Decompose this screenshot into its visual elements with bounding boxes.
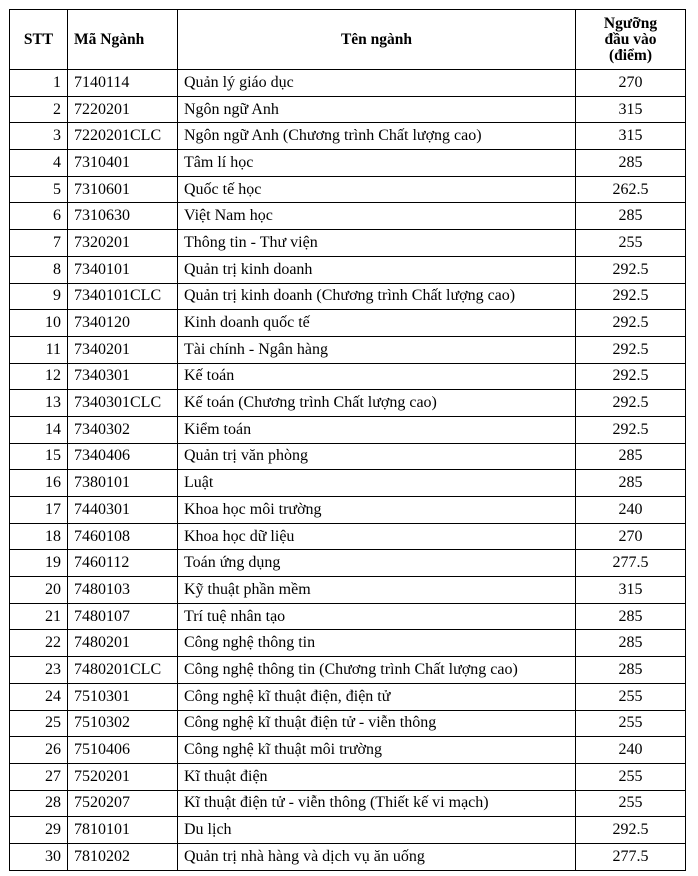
cell-ma-nganh: 7340101CLC	[68, 283, 178, 310]
cell-nguong: 262.5	[576, 176, 686, 203]
cell-nguong: 285	[576, 443, 686, 470]
cell-nguong: 277.5	[576, 843, 686, 870]
header-nguong-line1: Ngưỡng	[603, 14, 658, 32]
cell-ten-nganh: Công nghệ kĩ thuật điện, điện tử	[178, 683, 576, 710]
cell-ten-nganh: Kế toán (Chương trình Chất lượng cao)	[178, 390, 576, 417]
cell-stt: 12	[10, 363, 68, 390]
cell-ten-nganh: Kế toán	[178, 363, 576, 390]
cell-ma-nganh: 7440301	[68, 497, 178, 524]
cell-ma-nganh: 7480201	[68, 630, 178, 657]
cell-stt: 9	[10, 283, 68, 310]
cell-stt: 14	[10, 416, 68, 443]
cell-stt: 6	[10, 203, 68, 230]
cell-nguong: 285	[576, 657, 686, 684]
table-row	[10, 416, 686, 443]
cell-ma-nganh: 7480107	[68, 603, 178, 630]
cell-ma-nganh: 7340406	[68, 443, 178, 470]
cell-stt: 3	[10, 123, 68, 150]
cell-ten-nganh: Quản trị kinh doanh	[178, 256, 576, 283]
cell-nguong: 292.5	[576, 363, 686, 390]
cell-ten-nganh: Toán ứng dụng	[178, 550, 576, 577]
table-body	[10, 70, 686, 871]
cell-ten-nganh: Khoa học môi trường	[178, 497, 576, 524]
cell-ma-nganh: 7520201	[68, 763, 178, 790]
cell-nguong: 255	[576, 230, 686, 257]
cell-nguong: 292.5	[576, 416, 686, 443]
header-nguong-dau-vao	[576, 10, 686, 70]
cell-ten-nganh: Quốc tế học	[178, 176, 576, 203]
cell-stt: 5	[10, 176, 68, 203]
cell-ten-nganh: Ngôn ngữ Anh	[178, 96, 576, 123]
cell-ma-nganh: 7140114	[68, 70, 178, 97]
cell-stt: 11	[10, 336, 68, 363]
table-row	[10, 737, 686, 764]
cell-stt: 8	[10, 256, 68, 283]
cell-ten-nganh: Quản trị văn phòng	[178, 443, 576, 470]
cell-ma-nganh: 7310601	[68, 176, 178, 203]
cell-nguong: 292.5	[576, 283, 686, 310]
cell-ma-nganh: 7310630	[68, 203, 178, 230]
cell-ten-nganh: Kiểm toán	[178, 416, 576, 443]
cell-ten-nganh: Khoa học dữ liệu	[178, 523, 576, 550]
cell-ten-nganh: Kĩ thuật điện tử - viễn thông (Thiết kế vi mạch)	[178, 790, 576, 817]
cell-nguong: 240	[576, 737, 686, 764]
cell-ma-nganh: 7510406	[68, 737, 178, 764]
cell-nguong: 292.5	[576, 256, 686, 283]
cell-ten-nganh: Tâm lí học	[178, 150, 576, 177]
header-nguong-line2: đầu vào	[604, 30, 657, 48]
cell-stt: 16	[10, 470, 68, 497]
cell-ma-nganh: 7340301CLC	[68, 390, 178, 417]
cell-nguong: 285	[576, 150, 686, 177]
cell-ten-nganh: Kinh doanh quốc tế	[178, 310, 576, 337]
cell-ma-nganh: 7340120	[68, 310, 178, 337]
table-row	[10, 390, 686, 417]
header-stt: STT	[10, 10, 68, 70]
cell-nguong: 285	[576, 470, 686, 497]
cell-stt: 23	[10, 657, 68, 684]
cell-ten-nganh: Quản trị kinh doanh (Chương trình Chất lượng cao)	[178, 283, 576, 310]
cell-ma-nganh: 7460112	[68, 550, 178, 577]
cell-nguong: 255	[576, 763, 686, 790]
table-row	[10, 70, 686, 97]
cell-stt: 30	[10, 843, 68, 870]
cell-ma-nganh: 7480201CLC	[68, 657, 178, 684]
table-row	[10, 603, 686, 630]
cell-stt: 13	[10, 390, 68, 417]
cell-ma-nganh: 7340302	[68, 416, 178, 443]
cell-stt: 26	[10, 737, 68, 764]
cell-ten-nganh: Trí tuệ nhân tạo	[178, 603, 576, 630]
header-ma-nganh: Mã Ngành	[68, 10, 178, 70]
cell-stt: 29	[10, 817, 68, 844]
table-row	[10, 683, 686, 710]
table-row	[10, 256, 686, 283]
cell-stt: 20	[10, 577, 68, 604]
table-row	[10, 550, 686, 577]
cell-stt: 7	[10, 230, 68, 257]
header-nguong-line3: (điểm)	[608, 46, 653, 64]
cell-nguong: 315	[576, 577, 686, 604]
table-row	[10, 790, 686, 817]
table-row	[10, 470, 686, 497]
cell-ten-nganh: Quản trị nhà hàng và dịch vụ ăn uống	[178, 843, 576, 870]
table-row	[10, 843, 686, 870]
cell-ten-nganh: Công nghệ thông tin	[178, 630, 576, 657]
cell-stt: 17	[10, 497, 68, 524]
cell-ten-nganh: Luật	[178, 470, 576, 497]
cell-stt: 10	[10, 310, 68, 337]
cell-nguong: 255	[576, 790, 686, 817]
table-row	[10, 577, 686, 604]
cell-ma-nganh: 7510301	[68, 683, 178, 710]
cell-ma-nganh: 7810101	[68, 817, 178, 844]
table-row	[10, 497, 686, 524]
cell-ma-nganh: 7340301	[68, 363, 178, 390]
cell-nguong: 240	[576, 497, 686, 524]
table-row	[10, 443, 686, 470]
cell-ten-nganh: Quản lý giáo dục	[178, 70, 576, 97]
cell-stt: 27	[10, 763, 68, 790]
cell-ma-nganh: 7510302	[68, 710, 178, 737]
cell-nguong: 315	[576, 123, 686, 150]
table-row	[10, 336, 686, 363]
table-header-row	[10, 10, 686, 70]
cell-ma-nganh: 7520207	[68, 790, 178, 817]
cell-ma-nganh: 7220201CLC	[68, 123, 178, 150]
cell-ten-nganh: Du lịch	[178, 817, 576, 844]
cell-nguong: 285	[576, 630, 686, 657]
table-row	[10, 96, 686, 123]
cell-ten-nganh: Công nghệ kĩ thuật điện tử - viễn thông	[178, 710, 576, 737]
table-row	[10, 283, 686, 310]
cell-stt: 28	[10, 790, 68, 817]
cell-ma-nganh: 7460108	[68, 523, 178, 550]
table-row	[10, 310, 686, 337]
cell-stt: 25	[10, 710, 68, 737]
cell-nguong: 270	[576, 70, 686, 97]
cell-nguong: 255	[576, 683, 686, 710]
cell-nguong: 277.5	[576, 550, 686, 577]
cell-ten-nganh: Thông tin - Thư viện	[178, 230, 576, 257]
table-row	[10, 630, 686, 657]
table-row	[10, 763, 686, 790]
table-row	[10, 817, 686, 844]
cell-ten-nganh: Tài chính - Ngân hàng	[178, 336, 576, 363]
cell-ma-nganh: 7340201	[68, 336, 178, 363]
cell-nguong: 285	[576, 603, 686, 630]
table-row	[10, 203, 686, 230]
table-row	[10, 230, 686, 257]
cell-nguong: 292.5	[576, 817, 686, 844]
cell-nguong: 292.5	[576, 336, 686, 363]
cell-ma-nganh: 7480103	[68, 577, 178, 604]
admission-threshold-table	[9, 9, 686, 871]
cell-stt: 4	[10, 150, 68, 177]
cell-stt: 24	[10, 683, 68, 710]
cell-stt: 21	[10, 603, 68, 630]
cell-stt: 19	[10, 550, 68, 577]
cell-ma-nganh: 7340101	[68, 256, 178, 283]
table-row	[10, 150, 686, 177]
cell-nguong: 292.5	[576, 390, 686, 417]
cell-ma-nganh: 7380101	[68, 470, 178, 497]
cell-ma-nganh: 7320201	[68, 230, 178, 257]
cell-ten-nganh: Công nghệ kĩ thuật môi trường	[178, 737, 576, 764]
cell-stt: 1	[10, 70, 68, 97]
cell-stt: 18	[10, 523, 68, 550]
cell-nguong: 255	[576, 710, 686, 737]
cell-ten-nganh: Việt Nam học	[178, 203, 576, 230]
cell-ma-nganh: 7810202	[68, 843, 178, 870]
table-row	[10, 710, 686, 737]
cell-stt: 2	[10, 96, 68, 123]
table-row	[10, 657, 686, 684]
cell-ten-nganh: Kĩ thuật điện	[178, 763, 576, 790]
cell-ten-nganh: Ngôn ngữ Anh (Chương trình Chất lượng cao)	[178, 123, 576, 150]
cell-nguong: 315	[576, 96, 686, 123]
cell-nguong: 270	[576, 523, 686, 550]
table-row	[10, 523, 686, 550]
table-row	[10, 363, 686, 390]
cell-ma-nganh: 7310401	[68, 150, 178, 177]
cell-stt: 15	[10, 443, 68, 470]
cell-ten-nganh: Kỹ thuật phần mềm	[178, 577, 576, 604]
header-ten-nganh: Tên ngành	[178, 10, 576, 70]
table-row	[10, 176, 686, 203]
table-row	[10, 123, 686, 150]
cell-ma-nganh: 7220201	[68, 96, 178, 123]
cell-nguong: 285	[576, 203, 686, 230]
cell-stt: 22	[10, 630, 68, 657]
cell-ten-nganh: Công nghệ thông tin (Chương trình Chất lượng cao)	[178, 657, 576, 684]
cell-nguong: 292.5	[576, 310, 686, 337]
